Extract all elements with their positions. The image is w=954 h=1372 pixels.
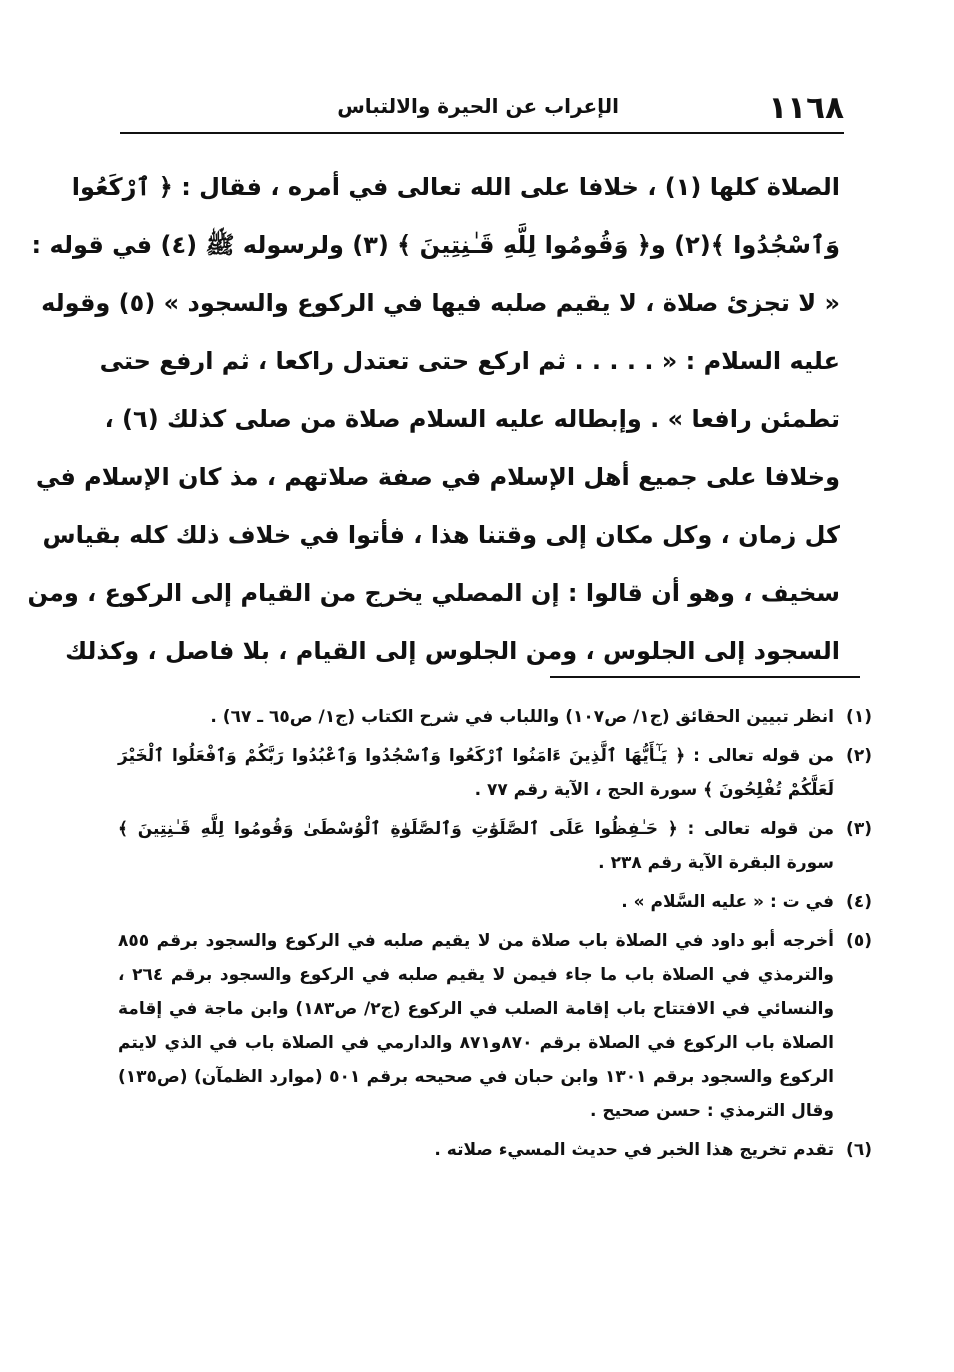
text-line: سخيف ، وهو أن قالوا : إن المصلي يخرج من القيام إلى الركوع ، ومن (27, 579, 840, 607)
footnote-text: أخرجه أبو داود في الصلاة باب صلاة من لا يقيم صلبه في الركوع والسجود برقم ٨٥٥ والترمذي في الصلاة باب ما جاء فيمن لا يقيم صلبه في الركوع والسجود برقم ٢٦٤ ، والنسائي في الافتتاح باب إقامة الصلب في الركوع (ج٢/ ص١٨٣) وابن ماجة في إقامة الصلاة باب الركوع في الصلاة برقم ٨٧٠و٨٧١ والدارمي في الصلاة باب في الذي لايتم الركوع والسجود برقم ١٣٠١ وابن حبان في صحيحه برقم ٥٠١ (موارد الظمآن) (ص١٣٥) وقال الترمذي : حسن صحيح . (118, 931, 835, 1121)
text-line: وخلافا على جميع أهل الإسلام في صفة صلاتهم ، مذ كان الإسلام في (35, 463, 840, 491)
footnote-separator (550, 676, 860, 678)
text-line: كل زمان ، وكل مكان إلى وقتنا هذا ، فأتوا في خلاف ذلك كله بقياس (42, 521, 840, 549)
footnote-text: انظر تبيين الحقائق (ج١/ ص١٠٧) واللباب في شرح الكتاب (ج١/ ص٦٥ ـ ٦٧) . (210, 707, 834, 727)
footnote-1 (118, 700, 872, 734)
footnote-marker: (١) (846, 707, 872, 727)
page-number: ١١٦٨ (768, 90, 844, 126)
footnotes (118, 700, 872, 1172)
text-line: تطمئن رافعا » . وإبطاله عليه السلام صلاة من صلى كذلك (٦) ، (104, 405, 840, 433)
text-line: وَٱسْجُدُوا ﴾(٢) و﴿ وَقُومُوا لِلَّهِ قَـٰنِتِينَ ﴾ (٣) ولرسوله ﷺ (٤) في قوله : (31, 231, 840, 259)
footnote-4 (118, 885, 872, 919)
footnote-marker: (٣) (846, 819, 872, 839)
text-line: السجود إلى الجلوس ، ومن الجلوس إلى القيام ، بلا فاصل ، وكذلك (65, 637, 840, 665)
footnote-marker: (٦) (846, 1140, 872, 1160)
footnote-6 (118, 1133, 872, 1167)
text-line: الصلاة كلها (١) ، خلافا على الله تعالى في أمره ، فقال : ﴿ ٱرْكَعُوا (71, 173, 840, 201)
footnote-2 (118, 739, 872, 807)
header-rule (120, 132, 844, 134)
footnote-5 (118, 924, 872, 1128)
footnote-text: من قوله تعالى : ﴿ حَـٰفِظُوا عَلَى ٱلصَّلَوَٰتِ وَٱلصَّلَوٰةِ ٱلْوُسْطَىٰ وَقُومُوا لِلَّهِ قَـٰنِتِينَ ﴾ سورة البقرة الآية رقم ٢٣٨ . (118, 819, 834, 873)
text-line: عليه السلام : « . . . . . ثم اركع حتى تعتدل راكعا ، ثم ارفع حتى (99, 347, 840, 375)
footnote-marker: (٤) (846, 892, 872, 912)
footnote-text: تقدم تخريج هذا الخبر في حديث المسيء صلاته . (434, 1140, 834, 1160)
footnote-marker: (٥) (846, 931, 872, 951)
page-header (120, 88, 844, 134)
footnote-text: من قوله تعالى : ﴿ يَـٰٓأَيُّهَا ٱلَّذِينَ ءَامَنُوا ٱرْكَعُوا وَٱسْجُدُوا وَٱعْبُدُوا رَبَّكُمْ وَٱفْعَلُوا ٱلْخَيْرَ لَعَلَّكُمْ تُفْلِحُونَ ﴾ سورة الحج ، الآية رقم ٧٧ . (118, 746, 834, 800)
main-text (27, 158, 840, 680)
footnote-3 (118, 812, 872, 880)
text-line: « لا تجزئ صلاة ، لا يقيم صلبه فيها في الركوع والسجود » (٥) وقوله (41, 289, 840, 317)
footnote-text: في ت : « عليه السَّلام » . (621, 892, 834, 912)
running-title: الإعراب عن الحيرة والالتباس (337, 94, 619, 118)
footnote-marker: (٢) (846, 746, 872, 766)
